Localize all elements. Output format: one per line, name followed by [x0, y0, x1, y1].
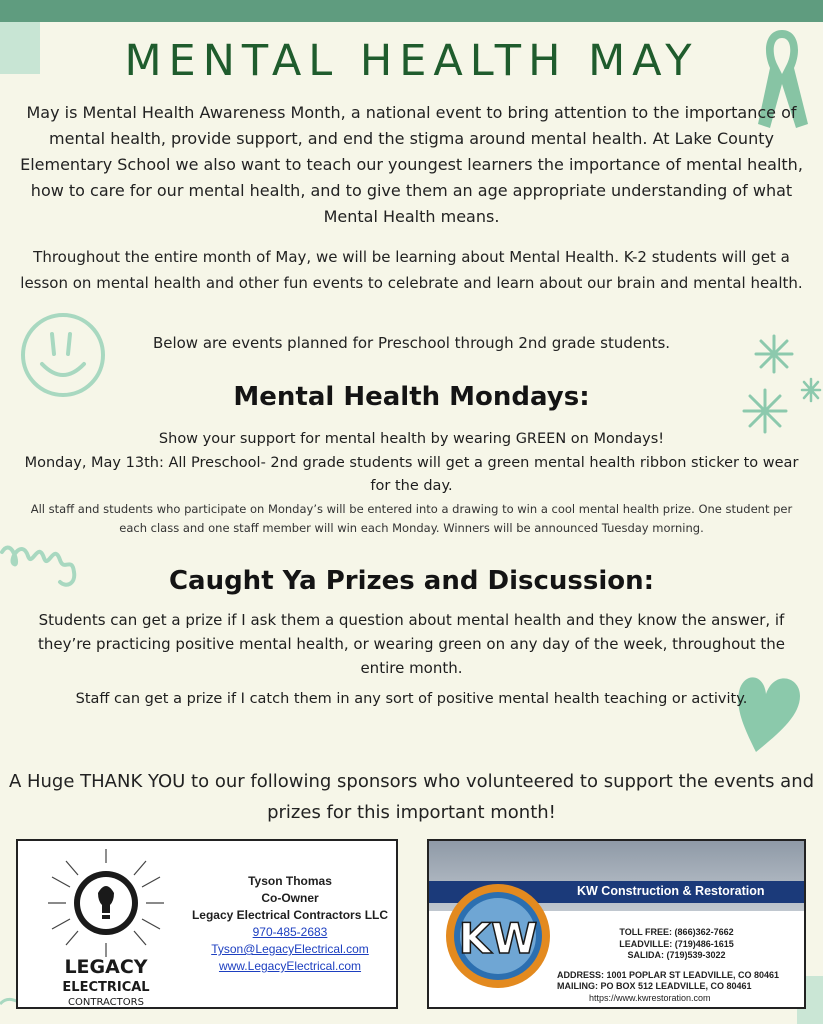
- sponsor-card-kw: [427, 839, 806, 1009]
- kw-logo: [443, 881, 553, 991]
- kw-logo-text: KW: [458, 914, 538, 963]
- mondays-heading: Mental Health Mondays:: [233, 382, 590, 412]
- contact-company: Legacy Electrical Contractors LLC: [191, 908, 389, 922]
- mondays-line: Show your support for mental health by wearing GREEN on Mondays!: [158, 431, 665, 447]
- month-paragraph: Throughout the entire month of May, we will be learning about Mental Health. K-2 students will get a lesson on mental health and other fun events to celebrate and learn about our brain and mental health.: [20, 248, 803, 292]
- prizes-heading: Caught Ya Prizes and Discussion:: [168, 566, 655, 596]
- kw-leadville-phone: LEADVILLE: (719)486-1615: [619, 938, 734, 949]
- lightbulb-icon: [26, 849, 186, 1007]
- intro-paragraph: May is Mental Health Awareness Month, a national event to bring attention to the importance of mental health, provide support, and end the stigma around mental health. At Lake County Elementary School we also want to teach our youngest learners the importance of mental health, how to care for our mental health, and to give them an age appropriate understanding of what Mental Health means.: [20, 103, 803, 226]
- contact-email-link[interactable]: Tyson@LegacyElectrical.com: [211, 942, 369, 956]
- kw-website-link[interactable]: https://www.kwrestoration.com: [589, 992, 711, 1003]
- kw-address: ADDRESS: 1001 POPLAR ST LEADVILLE, CO 80461: [557, 969, 780, 980]
- sponsor-card-legacy: [16, 839, 398, 1009]
- contact-website-link[interactable]: www.LegacyElectrical.com: [218, 959, 362, 973]
- kw-salida-phone: SALIDA: (719)539-3022: [627, 950, 726, 960]
- mondays-line: Monday, May 13th: All Preschool- 2nd grade students will get a green mental health ribbon sticker to wear for the day.: [24, 455, 799, 494]
- contact-name: Tyson Thomas: [248, 874, 332, 888]
- page-title: MENTAL HEALTH MAY: [124, 36, 699, 86]
- contact-role: Co-Owner: [261, 891, 319, 905]
- kw-toll-free: TOLL FREE: (866)362-7662: [619, 927, 734, 937]
- legacy-contact: [184, 873, 396, 975]
- mondays-note: All staff and students who participate on Monday’s will be entered into a drawing to win a cool mental health prize. One student per each class and one staff member will win each Monday. Winners will be announced Tuesday morning.: [30, 502, 793, 535]
- kw-company-name: KW Construction & Restoration: [577, 884, 765, 898]
- legacy-logo-text: ELECTRICAL: [62, 980, 150, 995]
- contact-phone-link[interactable]: 970-485-2683: [252, 925, 328, 939]
- prizes-line: Staff can get a prize if I catch them in any sort of positive mental health teaching or activity.: [75, 691, 748, 707]
- legacy-logo-text: LEGACY: [64, 956, 148, 978]
- kw-mailing: MAILING: PO BOX 512 LEADVILLE, CO 80461: [557, 981, 752, 991]
- legacy-logo-text: CONTRACTORS: [68, 997, 144, 1007]
- thanks-message: A Huge THANK YOU to our following sponsors who volunteered to support the events and prizes for this important month!: [8, 771, 815, 823]
- events-intro: Below are events planned for Preschool through 2nd grade students.: [152, 334, 671, 352]
- top-bar: [0, 0, 823, 22]
- kw-contact: [549, 927, 804, 1004]
- prizes-line: Students can get a prize if I ask them a question about mental health and they know the answer, if they’re practicing positive mental health, or wearing green on any day of the week, throughout the entire month.: [37, 611, 786, 677]
